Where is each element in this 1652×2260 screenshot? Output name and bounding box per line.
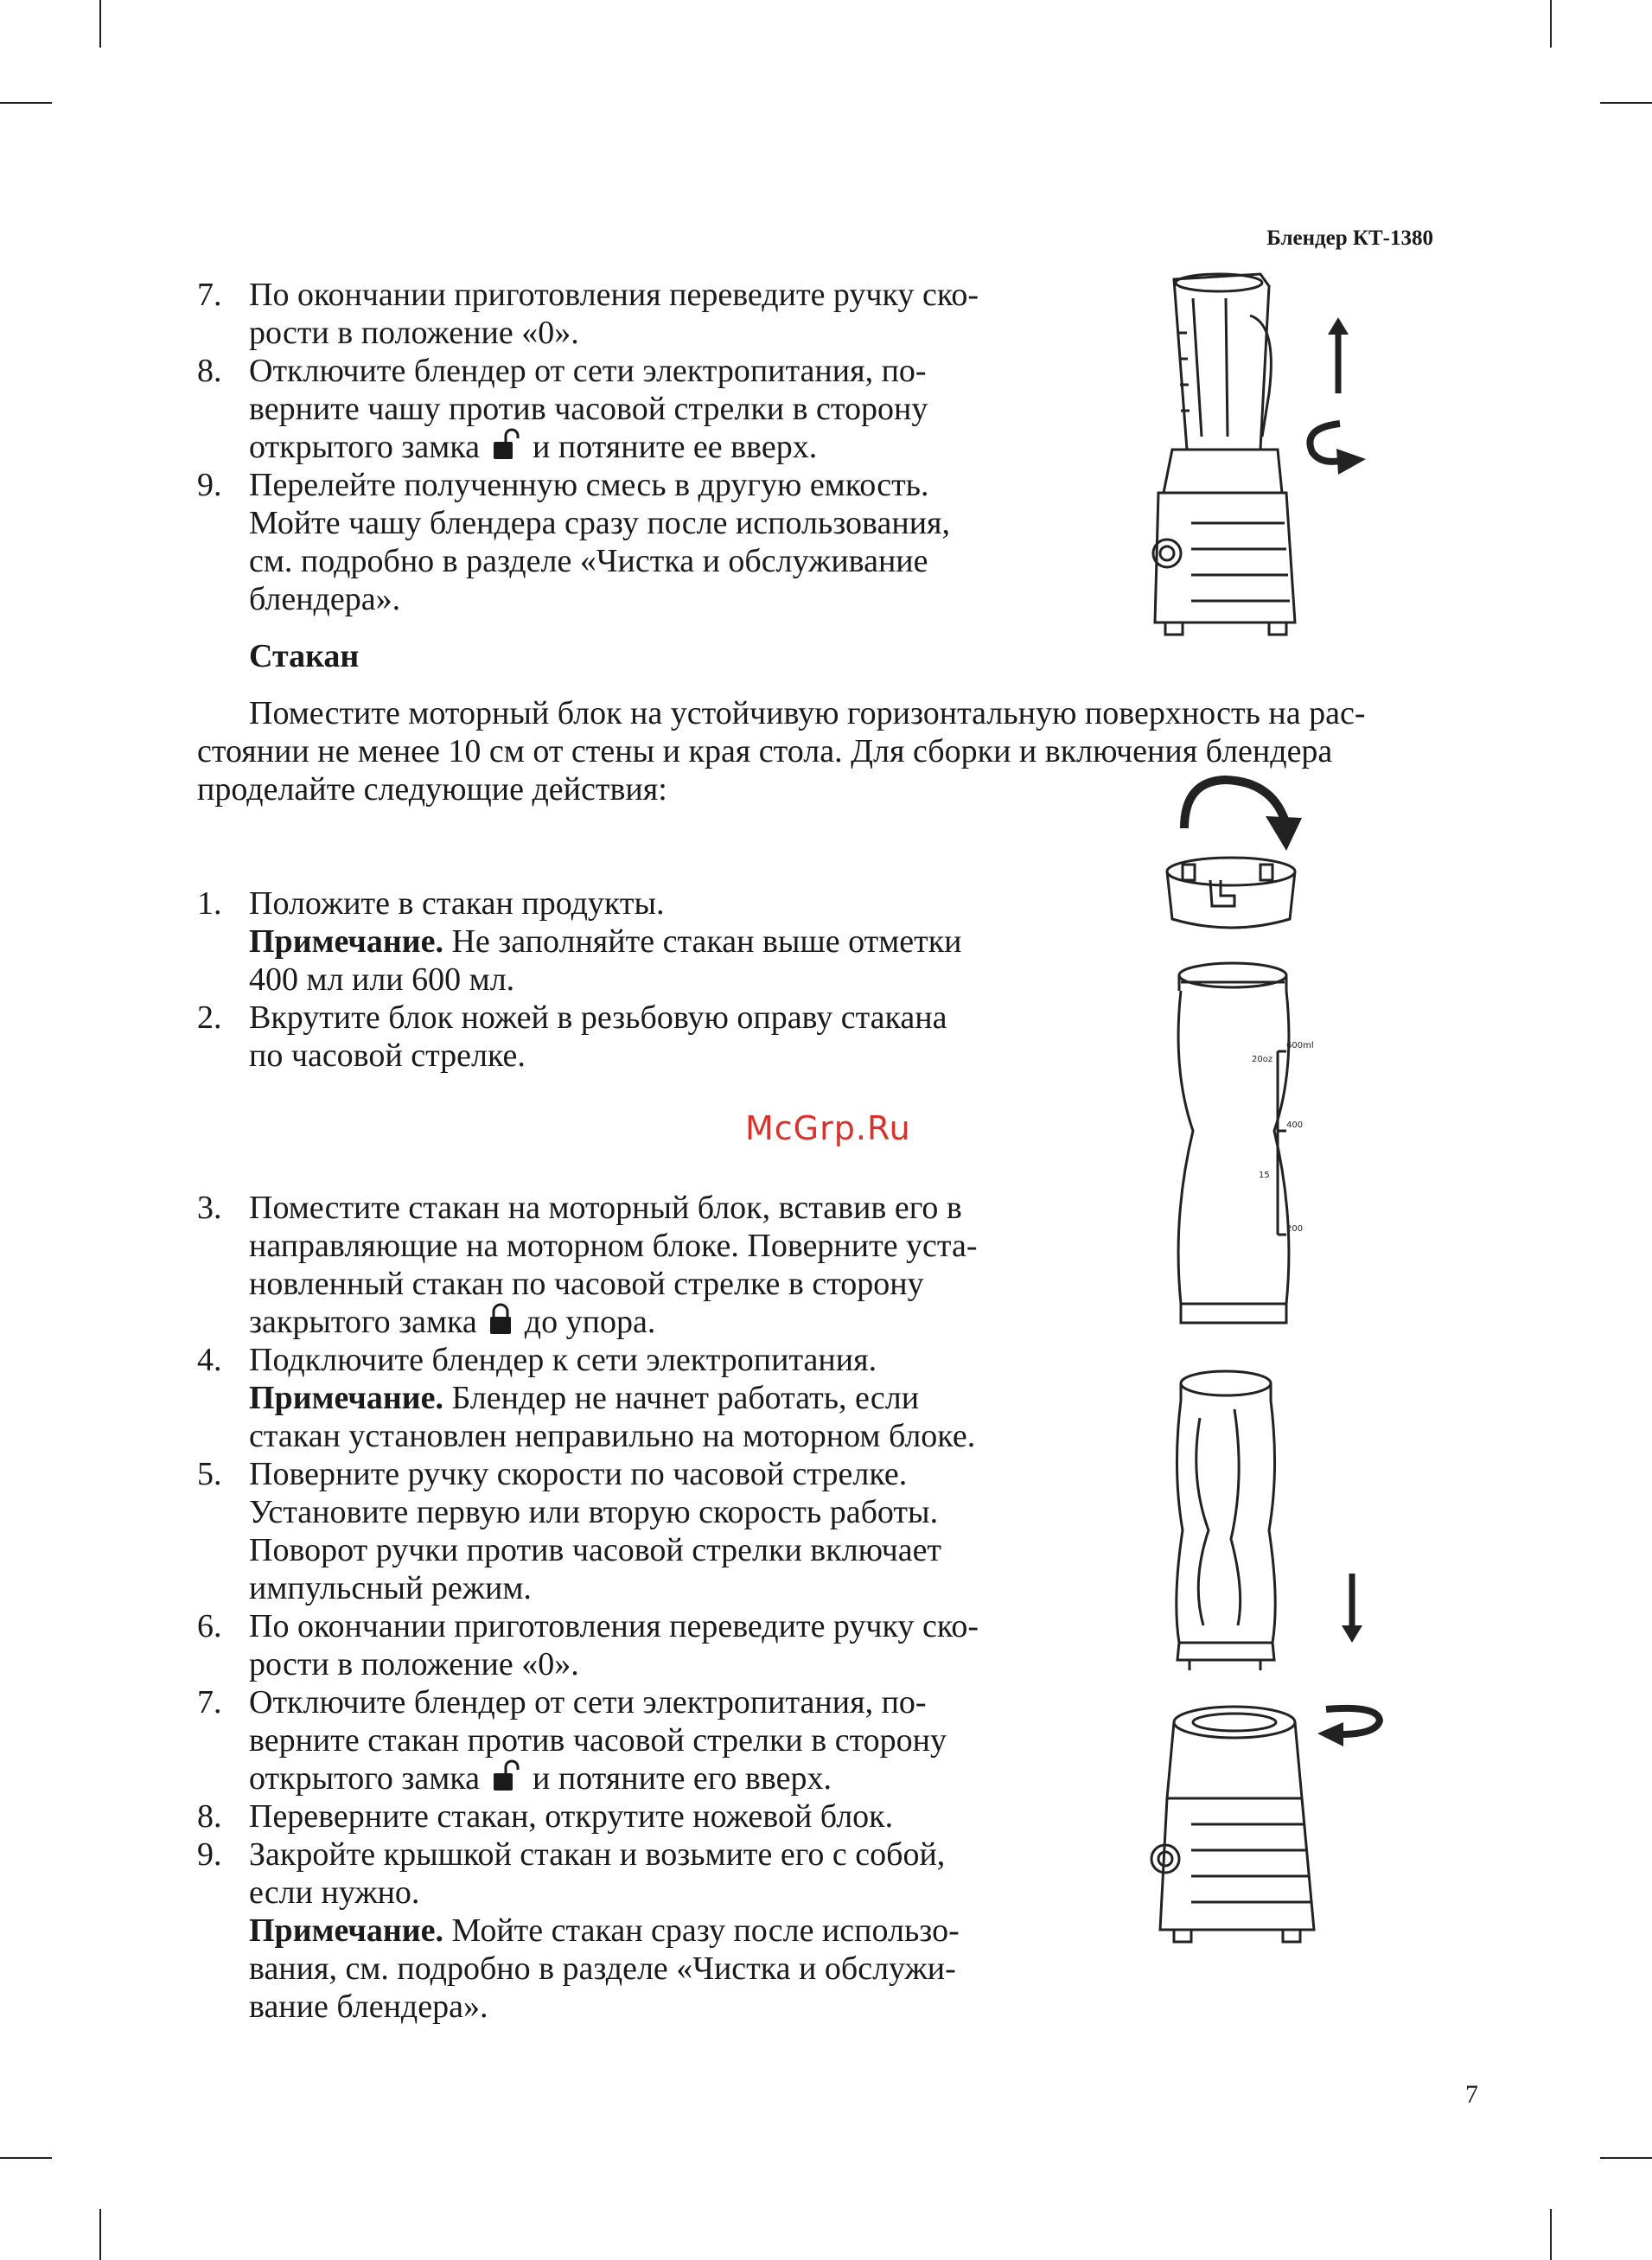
crop-mark <box>0 2157 52 2159</box>
cup-marking: 200 <box>1286 1224 1304 1234</box>
note-label: Примечание. <box>249 923 443 960</box>
list-item <box>197 1835 1031 2026</box>
cup-marking: 20oz <box>1252 1055 1273 1064</box>
item-text: верните стакан против часовой стрелки в сторону <box>249 1722 947 1759</box>
item-number: 7. <box>197 277 222 313</box>
cup-marking: 15 <box>1259 1171 1270 1180</box>
list-item <box>197 466 1031 618</box>
list-item <box>197 352 1031 466</box>
note-text: Мойте стакан сразу после использо- <box>443 1912 960 1949</box>
cup <box>1178 963 1289 1323</box>
item-text: Поверните ручку скорости по часовой стрелке. <box>249 1456 908 1492</box>
item-text: рости в положение «0». <box>249 315 579 351</box>
item-text: Вкрутите блок ножей в резьбовую оправу стакана <box>249 999 947 1036</box>
cup-marking: 600ml <box>1286 1041 1314 1050</box>
note-label: Примечание. <box>249 1912 443 1949</box>
watermark: McGrp.Ru <box>745 1109 911 1147</box>
item-text: По окончании приготовления переведите ручку ско- <box>249 1608 979 1644</box>
item-text: направляющие на моторном блоке. Поверните уста- <box>249 1228 978 1264</box>
unlocked-lock-icon <box>492 428 521 461</box>
rotate-counterclockwise-icon <box>1317 1708 1380 1746</box>
item-text: Установите первую или вторую скорость работы. <box>249 1494 939 1530</box>
item-text: по часовой стрелке. <box>249 1037 526 1074</box>
page-number: 7 <box>1465 2080 1478 2109</box>
item-number: 7. <box>197 1684 222 1721</box>
blender-jug-removal-illustration <box>1139 264 1373 648</box>
item-text: см. подробно в разделе «Чистка и обслуживание <box>249 543 928 579</box>
list-item <box>197 1189 1031 1341</box>
item-text: открытого замка <box>249 429 481 465</box>
cup-on-base-illustration <box>1148 1366 1399 1963</box>
note-text: Блендер не начнет работать, если <box>443 1380 920 1416</box>
section-title: Стакан <box>249 638 360 674</box>
cup-marking: 400 <box>1286 1120 1304 1130</box>
item-text: рости в положение «0». <box>249 1646 579 1682</box>
list-item <box>197 884 1031 999</box>
item-text: если нужно. <box>249 1874 420 1911</box>
item-number: 1. <box>197 885 222 922</box>
assembly-list-b <box>197 1189 1031 2026</box>
item-text: Подключите блендер к сети электропитания. <box>249 1342 877 1378</box>
list-item <box>197 1683 1031 1797</box>
item-text: верните чашу против часовой стрелки в сторону <box>249 391 928 427</box>
list-item <box>197 999 1031 1075</box>
crop-mark <box>99 2209 101 2260</box>
paragraph-line: проделайте следующие действия: <box>197 771 667 808</box>
crop-mark <box>1600 2157 1652 2159</box>
list-item <box>197 1607 1031 1683</box>
item-text: вание блендера». <box>249 1989 488 2025</box>
item-text: стакан установлен неправильно на моторном блоке. <box>249 1418 976 1454</box>
item-number: 5. <box>197 1456 222 1492</box>
crop-mark <box>1600 102 1652 104</box>
item-text: Отключите блендер от сети электропитания, по- <box>249 353 927 389</box>
note-label: Примечание. <box>249 1380 443 1416</box>
item-text: закрытого замка <box>249 1304 477 1340</box>
rotate-counterclockwise-icon <box>1310 424 1366 475</box>
item-number: 4. <box>197 1342 222 1378</box>
locked-lock-icon <box>488 1303 513 1336</box>
page-header-title: Блендер КТ-1380 <box>1266 227 1433 250</box>
item-text: 400 мл или 600 мл. <box>249 961 515 998</box>
note-text: Не заполняйте стакан выше отметки <box>443 923 962 960</box>
crop-mark <box>0 102 52 104</box>
item-text: Мойте чашу блендера сразу после использования, <box>249 505 951 541</box>
crop-mark <box>99 0 101 48</box>
list-item <box>197 1797 1031 1835</box>
item-number: 2. <box>197 999 222 1036</box>
list-item <box>197 1455 1031 1607</box>
list-item <box>197 276 1031 352</box>
arrow-up-icon <box>1328 317 1349 393</box>
item-text: и потяните его вверх. <box>533 1760 832 1797</box>
item-number: 8. <box>197 1798 222 1835</box>
item-text: новленный стакан по часовой стрелке в сторону <box>249 1266 924 1302</box>
item-number: 9. <box>197 1836 222 1873</box>
item-text: По окончании приготовления переведите ручку ско- <box>249 277 979 313</box>
item-text: Отключите блендер от сети электропитания, по- <box>249 1684 927 1721</box>
arrow-down-icon <box>1342 1574 1362 1643</box>
item-text: Поместите стакан на моторный блок, вставив его в <box>249 1190 962 1226</box>
paragraph-line: Поместите моторный блок на устойчивую горизонтальную поверхность на рас- <box>249 695 1366 731</box>
item-text: Перелейте полученную смесь в другую емкость. <box>249 467 929 503</box>
item-text: до упора. <box>524 1304 656 1340</box>
item-text: Поворот ручки против часовой стрелки включает <box>249 1532 942 1568</box>
list-item <box>197 1341 1031 1455</box>
item-text: Положите в стакан продукты. <box>249 885 665 922</box>
item-text: импульсный режим. <box>249 1570 532 1606</box>
unlocked-lock-icon <box>492 1759 521 1792</box>
item-number: 8. <box>197 353 222 389</box>
item-text: вания, см. подробно в разделе «Чистка и обслужи- <box>249 1950 956 1987</box>
crop-mark <box>1550 2209 1552 2260</box>
item-number: 3. <box>197 1190 222 1226</box>
item-text: и потяните ее вверх. <box>533 429 818 465</box>
item-number: 9. <box>197 467 222 503</box>
item-number: 6. <box>197 1608 222 1644</box>
cup-blade-assembly-illustration <box>1157 768 1330 1330</box>
assembly-list-a <box>197 884 1031 1075</box>
item-text: открытого замка <box>249 1760 481 1797</box>
rotate-clockwise-icon <box>1184 780 1302 851</box>
item-text: Закройте крышкой стакан и возьмите его с собой, <box>249 1836 946 1873</box>
top-instruction-list <box>197 276 1031 618</box>
item-text: блендера». <box>249 581 401 617</box>
crop-mark <box>1550 0 1552 48</box>
paragraph-line: стоянии не менее 10 см от стены и края стола. Для сборки и включения блендера <box>197 733 1333 769</box>
item-text: Переверните стакан, открутите ножевой блок. <box>249 1798 894 1835</box>
